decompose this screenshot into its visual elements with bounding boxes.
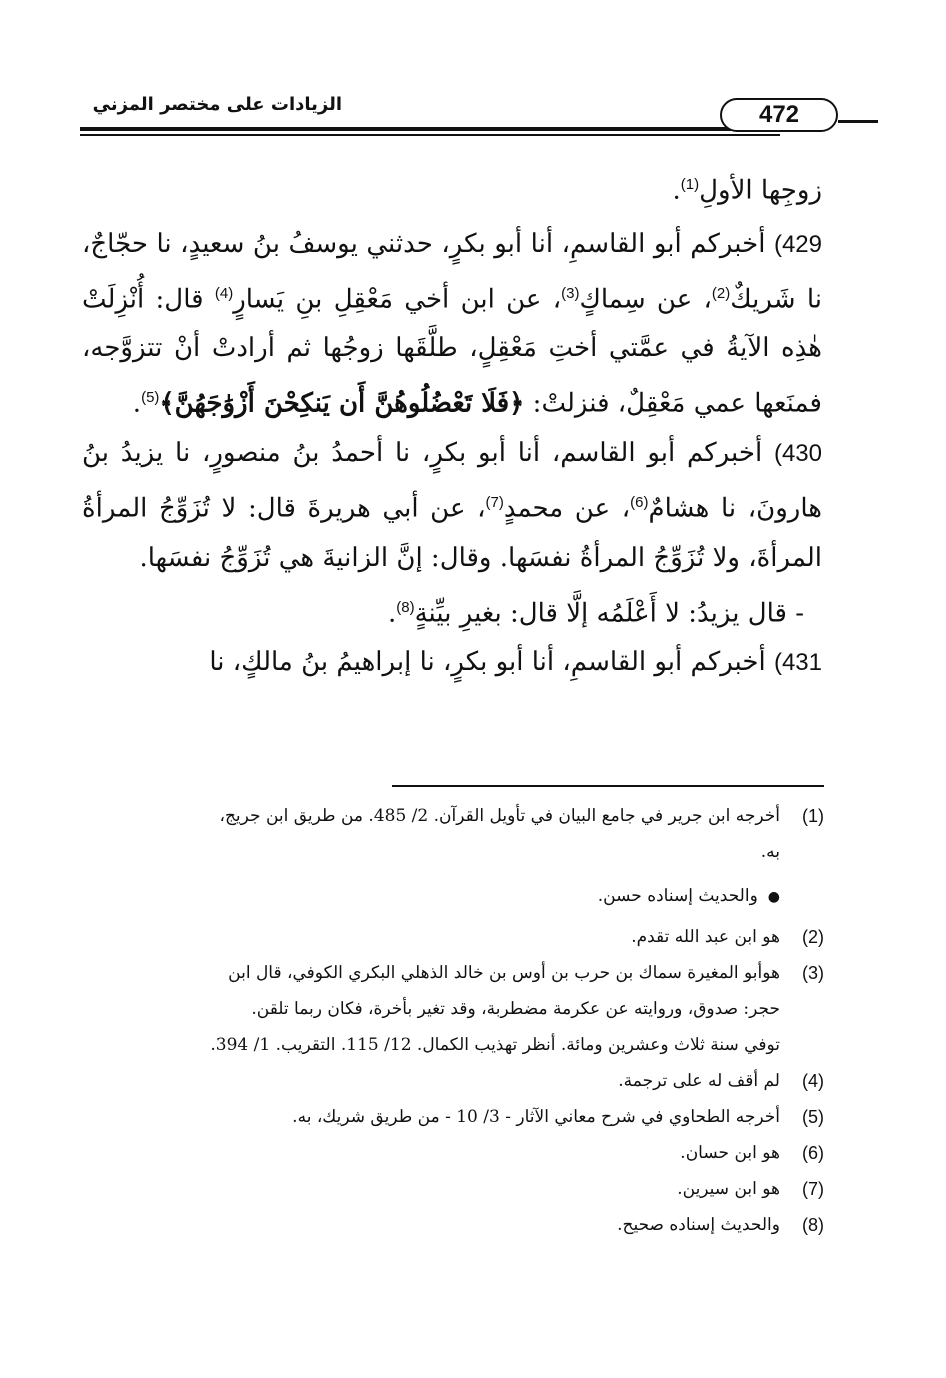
footnote-ref: (4) [214,284,234,302]
footnote-ref: (3) [561,284,580,302]
yazid-comment: - قال يزيدُ: لا أَعْلَمُه إلَّا قال: بغيرِ بيِّنةٍ$^{(8)}$. [387,598,804,629]
hadith-431: 431) أخبركم أبو القاسمِ، أنا أبو بكرٍ، نا إبراهيمُ بنُ مالكٍ، نا [209,647,822,678]
footnotes [82,798,824,1243]
main-text [82,160,822,687]
quran-verse: ﴿فَلَا تَعْضُلُوهُنَّ أَن يَنكِحْنَ أَزْوَٰجَهُنَّ﴾ [159,388,525,419]
hadith-number: 430) [773,439,822,467]
footnote-7: (7) هو ابن سيرين. [677,1179,824,1199]
footnote-1-note: ●والحديث إسناده حسن. [597,886,780,906]
header-rule-tail [838,120,878,123]
hadith-430: 430) أخبركم أبو القاسم، أنا أبو بكرٍ، نا أحمدُ بنُ منصورٍ، نا يزيدُ بنُ هارونَ، نا هشامٌ$^{(6)}$، عن محمدٍ$^{(7)}$، عن أبي هريرةَ قال: لا تُزَوِّجُ المرأةُ المرأةَ، ولا تُزَوِّجُ المرأةُ نفسَها. وقال: إنَّ الزانيةَ هي تُزَوِّجُ نفسَها. [82,437,822,573]
bullet-icon: ● [767,889,780,905]
hadith-429: 429) أخبركم أبو القاسمِ، أنا أبو بكرٍ، حدثني يوسفُ بنُ سعيدٍ، نا حجّاجٌ، نا شَريكٌ$^{(2)}$، عن سِماكٍ$^{(3)}$، عن ابن أخي مَعْقِلِ بنِ يَسارٍ$^{(4)}$ قال: أُنْزِلَتْ هٰذِه الآيةُ في عمَّتي أختِ مَعْقِلٍ، طلَّقَها زوجُها ثم أرادتْ أنْ تتزوَّجه، فمنَعها عمي مَعْقِلٌ، فنزلتْ: ﴿فَلَا تَعْضُلُوهُنَّ أَن يَنكِحْنَ أَزْوَٰجَهُنَّ﴾$^{(5)}$. [82,228,822,419]
footnote-ref: (6) [630,493,649,511]
footnote-ref: (1) [680,176,700,193]
hadith-number: 429) [773,230,822,258]
footnote-2: (2) هو ابن عبد الله تقدم. [631,927,824,947]
footnote-ref: (7) [485,493,504,511]
footnote-ref: (2) [711,284,731,302]
paragraph-continuation: زوجِها الأولِ$^{(1)}$. [672,175,822,206]
running-title: الزيادات على مختصر المزني [92,94,342,115]
header-rule-thick [80,127,780,131]
footnote-3: (3) هوأبو المغيرة سماك بن حرب بن أوس بن خالد الذهلي البكري الكوفي، قال ابن حجر: صدوق، وروايته عن عكرمة مضطربة، وقد تغير بأخرة، فكان ربما تلقن. توفي سنة ثلاث وعشرين ومائة. أنظر تهذيب الكمال. 12/ 115. التقريب. 1/ 394. [210,963,824,1055]
footnote-5: (5) أخرجه الطحاوي في شرح معاني الآثار - 3/ 10 - من طريق شريك، به. [292,1107,824,1127]
footnote-ref: (8) [396,598,415,616]
footnote-separator [392,785,824,787]
footnote-6: (6) هو ابن حسان. [680,1143,824,1163]
page-number: 472 [720,98,838,132]
page-header [80,92,820,132]
footnote-8: (8) والحديث إسناده صحيح. [617,1215,824,1235]
header-rule-thin [80,134,780,136]
footnote-1: (1) أخرجه ابن جرير في جامع البيان في تأويل القرآن. 2/ 485. من طريق ابن جريج، به. [219,806,824,862]
footnote-4: (4) لم أقف له على ترجمة. [618,1071,824,1091]
hadith-number: 431) [773,649,822,677]
footnote-ref: (5) [141,389,160,407]
